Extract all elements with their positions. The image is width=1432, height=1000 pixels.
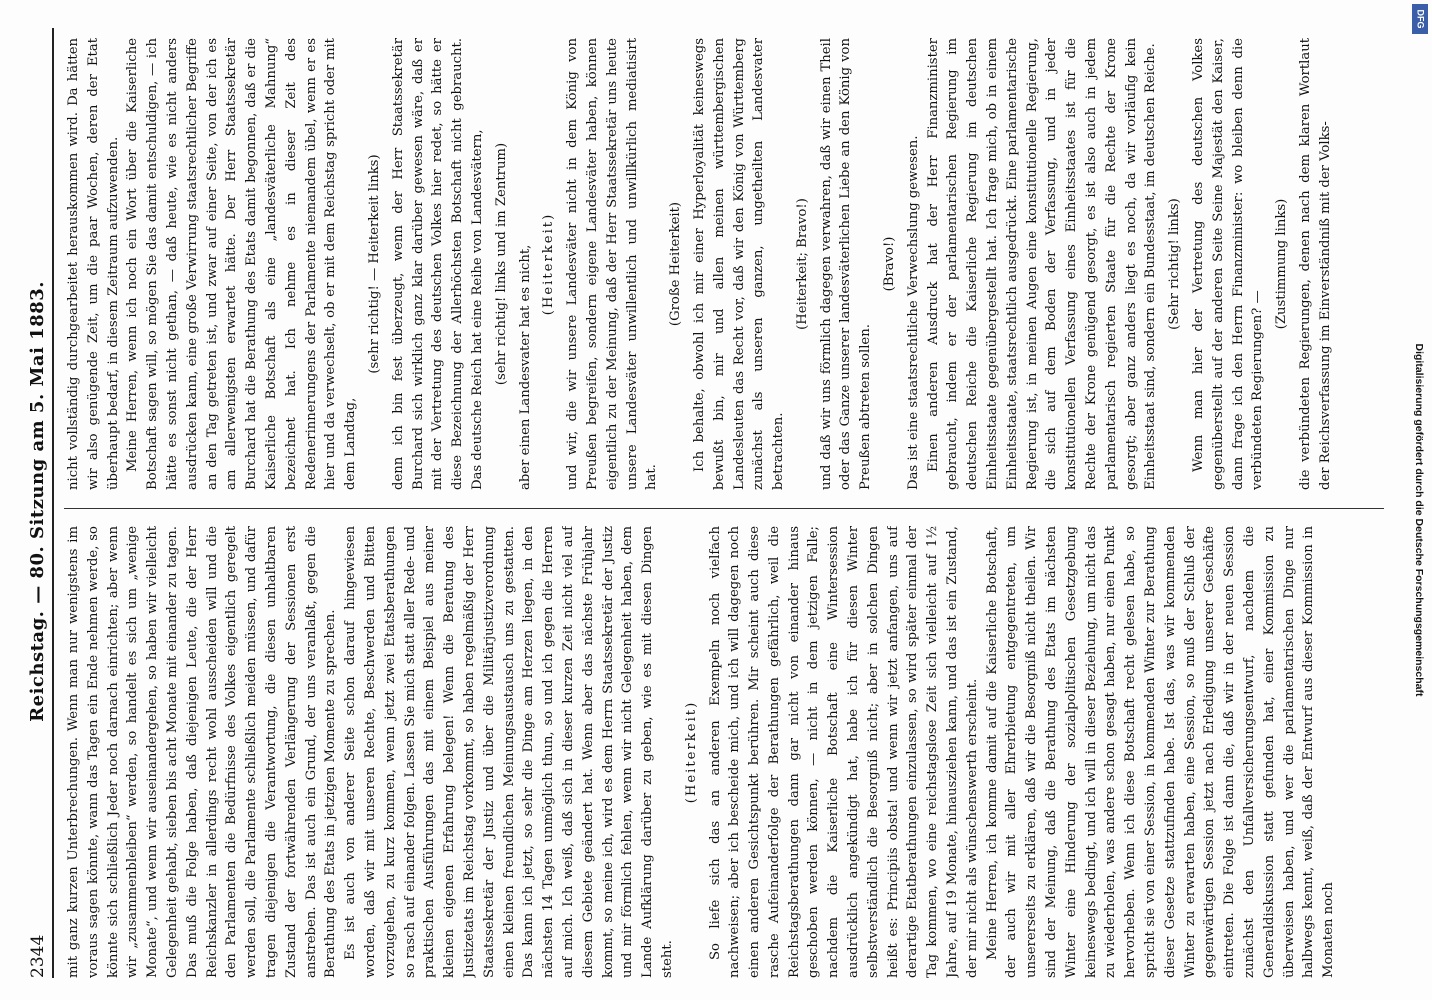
reaction: (Große Heiterkeit) [668,201,684,327]
digitization-credit-text: Digitalisierung gefördert durch die Deutsche Forschungsgemeinschaft [1413,343,1425,697]
page-number: 2344 [28,934,48,978]
paragraph: und wir, die wir unsere Landesväter nicht in dem König von Preußen begreifen, sondern eigene Landesväter haben, können eigentlich zu der Meinung, daß der Herr Staatssekretär uns heute unsere Landesväter unwillentlich und unwillkürlich mediatisirt hat. [565,38,660,490]
right-column [64,38,1390,490]
page-header [10,28,54,978]
reaction: (Heiterkeit; Bravo!) [794,198,810,330]
paragraph: Ich behalte, obwohl ich mir einer Hyperloyalität keineswegs bewußt bin, mir und allen meinen württembergischen Landesleuten das Recht vor, daß wir den König von Württemberg zunächst als unseren ganzen, ungetheilten Landesvater betrachten. [691,38,787,490]
reaction: (Bravo!) [882,236,898,292]
paragraph: Es ist auch von anderer Seite schon darauf hingewiesen worden, daß wir mit unseren Rechte, Beschwerden und Bitten vorzugehen, zu kurz kommen, wenn jetzt zwei Etatsberathungen so rasch auf einander folgen. Lassen Sie mich statt aller Rede- und praktischen Ausführungen das mit einem Beispiel aus meiner kleinen eigenen Erfahrung belegen! Wenn die Beratung des Justizetats im Reichstag vorkommt, so haben regelmäßig der Herr Staatssekretär der Justiz und über die Militärjustizverordnung einen kleinen freundlichen Meinungsaustausch uns zu gestatten. Das kann ich jetzt, so sehr die Dinge am Herzen liegen, in den nächsten 14 Tagen unmöglich thun, so und ich gegen die Herren auf mich. Ich weiß, daß sich in dieser kurzen Zeit nicht viel auf diesem Gebiete geändert hat. Wenn aber das nächste Frühjahr kommt, so meine ich, wird es dem Herrn Staatssekretär der Justiz und mir förmlich fehlen, wenn wir nicht Gelegenheit haben, dem Lande Aufklärung darüber zu geben, wie es mit diesen Dingen steht. [343,526,675,978]
reaction: (Heiterkeit) [683,700,699,804]
dfg-logo [1412,4,1428,34]
paragraph: die verbündeten Regierungen, denen nach dem klaren Wortlaut der Reichsverfassung im Einverständniß mit der Volks- [1298,38,1333,490]
reaction: (Sehr richtig! links) [1167,198,1183,330]
column-divider [64,508,1384,509]
paragraph: Einen anderen Ausdruck hat der Herr Finanzminister gebraucht, indem er der parlamentarischen Regierung im deutschen Reiche die Kaiserliche Regierung im deutschen Einheitsstaate gegenübergestellt hat. Ich frage mich, ob in einem Einheitsstaate, staatsrechtlich ausgedrückt. Eine parlamentarische Regierung ist, in meinen Augen eine konstitutionelle Regierung, die sich auf dem Boden der Verfassung, und in jeder konstitutionellen Verfassung eines Einheitsstaates ist für die Rechte der Krone genügend gesorgt, es ist also auch in jedem parlamentarisch regierten Staate für die Rechte der Krone gesorgt; aber ganz anders liegt es noch, da wir vorläufig kein Einheitsstaat sind, sondern ein Bundesstaat, im deutschen Reiche. [925,38,1159,490]
paragraph: denn ich bin fest überzeugt, wenn der Herr Staatssekretär Burchard sich wirklich ganz klar darüber gewesen wäre, daß er mit der Vertretung des deutschen Volkes hier redet, so hätte er diese Bezeichnung der Allerhöchsten Botschaft nicht gebraucht. Das deutsche Reich hat eine Reihe von Landesvätern, [390,38,485,490]
left-column [64,526,1390,978]
reaction: (Heiterkeit) [541,212,557,316]
paragraph: Meine Herren, ich komme damit auf die Kaiserliche Botschaft, der auch wir mit aller Ehrerbietung entgegentreten, um unsererseits zu erklären, daß wir die Besorgniß nicht theilen. Wir sind der Meinung, daß die Berathung des Etats im nächsten Winter eine Hinderung der sozialpolitischen Gesetzgebung keineswegs bedingt, und ich will in dieser Beziehung, um nicht das zu wiederholen, was andere schon gesagt haben, nur einen Punkt hervorheben. Wenn ich diese Botschaft recht gelesen habe, so spricht sie von einer Session, in kommenden Winter zur Berathung dieser Gesetze stattzufinden habe. Ist das, was wir kommenden Winter zu erwarten haben, eine Session, so muß der Schluß der gegenwärtigen Session jetzt nach Erledigung unserer Geschäfte eintreten. Die Folge ist dann die, daß wir in der neuen Session zunächst den Unfallversicherungsentwurf, nachdem die Generaldiskussion statt gefunden hat, einer Kommission zu überweisen haben, und wer die parlamentarischen Dinge nur halbwegs kennt, weiß, daß der Entwurf aus dieser Kommission in Monaten noch [984,526,1337,978]
paragraph: Das ist eine staatsrechtliche Verwechslung gewesen. [905,135,921,490]
paragraph: Meine Herren, wenn ich noch ein Wort über die Kaiserliche Botschaft sagen will, so mögen Sie das damit entschuldigen, — ich hätte es sonst nicht gethan, — daß heute, wie es nicht anders ausdrücken kann, eine große Verwirrung staatsrechtlicher Begriffe an den Tag getreten ist, und zwar auf einer Seite, von der ich es am allerwenigsten erwartet hätte. Der Herr Staatssekretär Burchard hat die Berathung des Etats damit begonnen, daß er die Kaiserliche Botschaft als eine „landesväterliche Mahnung“ bezeichnet hat. Ich nehme es in dieser Zeit des Redenerinnerungens der Parlamente niemandem übel, wenn er es hier und da verwechselt, ob er mit dem Reichstag spricht oder mit dem Landtag, [125,38,359,490]
paragraph: und daß wir uns förmlich dagegen verwahren, daß wir einen Theil oder das Ganze unserer landesväterlichen Liebe an den König von Preußen abtreten sollen. [818,38,874,490]
paragraph: aber einen Landesvater hat es nicht, [517,244,533,490]
paragraph: nicht vollständig durchgearbeitet herauskommen wird. Da hätten wir also genügende Zeit, um die paar Wochen, deren der Etat überhaupt bedarf, in diesem Zeitraum aufzuwenden. [66,38,121,490]
reaction: (Zustimmung links) [1274,198,1290,330]
paragraph: mit ganz kurzen Unterbrechungen. Wenn man nur wenigstens im voraus sagen könnte, wann das Tagen ein Ende nehmen werde, so könnte sich schließlich Jeder noch darnach einrichten; aber wenn wir „zusammenbleiben“ werden, so handelt es sich um „wenige Monate“, und wenn wir auseinandergehen, so haben wir vielleicht Gelegenheit gehabt, sieben bis acht Monate mit einander zu tagen. Das muß die Folge haben, daß diejenigen Leute, die der Herr Reichskanzler in allerdings recht wohl ausscheiden will und die den Parlamenten die Bedürfnisse des Volkes eigentlich geregelt werden soll, die Parlamente schließlich meiden müssen, und dafür tragen diejenigen die Verantwortung, die diesen unhaltbaren Zustand der fortwährenden Verlängerung der Sessionen erst anstreben. Das ist auch ein Grund, der uns veranlaßt, gegen die Berathung des Etats in jetzigen Momente zu sprechen. [66,526,339,978]
paragraph: So liefe sich das an anderen Exempeln noch vielfach nachweisen; aber ich bescheide mich, und ich will dagegen noch einen anderen Gesichtspunkt berühren. Mir scheint auch diese rasche Aufeinanderfolge der Berathungen gefährlich, weil die Reichstagsberathungen dann gar nicht von einander hinaus geschoben werden können, — nicht in dem jetzigen Falle; nachdem die Kaiserliche Botschaft eine Wintersession ausdrücklich angekündigt hat, habe ich für diesen Winter selbstverständlich die Besorgniß nicht; aber in solchen Dingen heißt es: Principiis obsta! und wenn wir jetzt anfangen, uns auf derartige Etatberathungen einzulassen, so wird später einmal der Tag kommen, wo eine reichstagslose Zeit sich vielleicht auf 1½ Jahre, auf 19 Monate, hinausziehen kann, und das ist ein Zustand, der mir nicht als wünschenswerth erscheint. [707,526,980,978]
reaction: (sehr richtig! — Heiterkeit links) [366,154,382,374]
reaction: (sehr richtig! links und im Zentrum) [493,142,509,386]
digitization-credit [1408,40,1430,1000]
page-title: Reichstag. — 80. Sitzung am 5. Mai 1883. [27,280,48,722]
dfg-logo-text: DFG [1415,9,1425,29]
paragraph: Wenn man hier der Vertretung des deutschen Volkes gegenüberstellt auf der anderen Seite Seine Majestät den Kaiser, dann frage ich den Herrn Finanzminister: wo bleiben denn die verbündeten Regierungen? — [1191,38,1266,490]
